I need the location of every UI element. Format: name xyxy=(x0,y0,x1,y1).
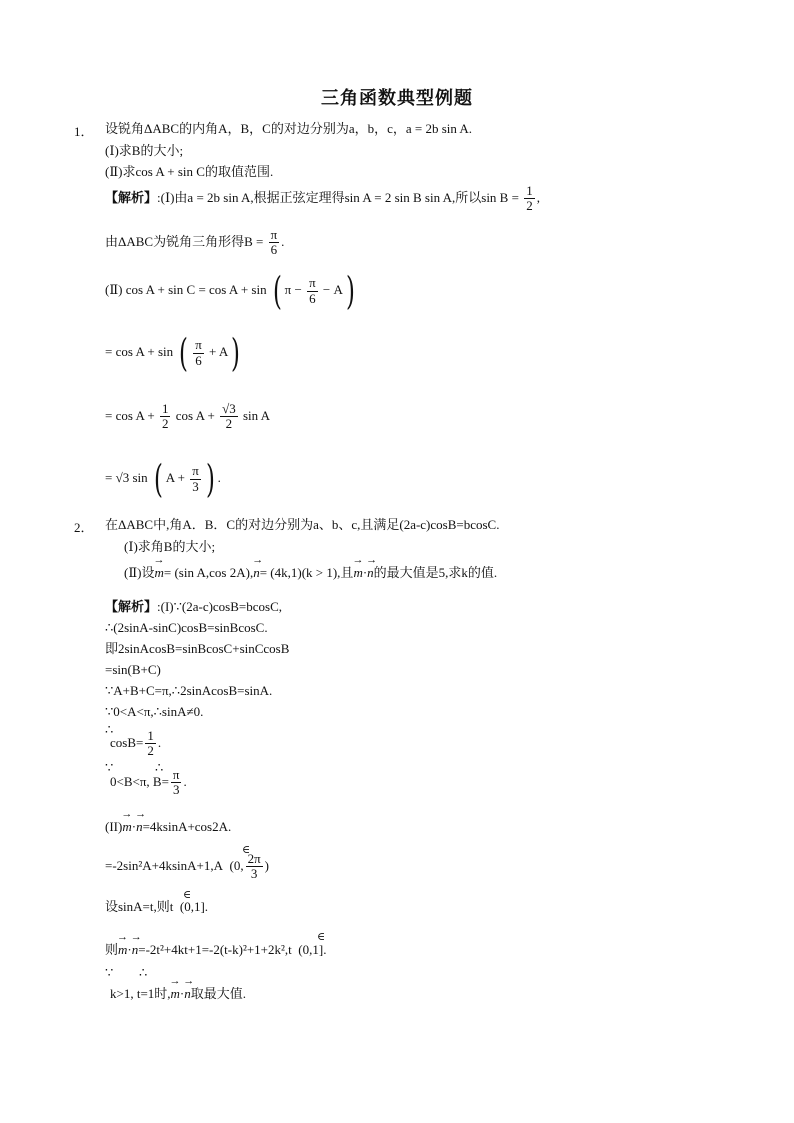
question-1-stem: 设锐角ΔABC的内角A，B，C的对边分别为a，b，c，a = 2b sin A. xyxy=(105,121,473,136)
question-2-part-2: (Ⅱ)设→ m= (sin A,cos 2A),→ n= (4k,1)(k > 1),且→ m·→ n的最大值是5,求k的值. xyxy=(124,565,497,581)
element-of-symbol: ∈ xyxy=(317,931,326,943)
therefore-symbol: ∴ xyxy=(155,760,164,775)
therefore-symbol: ∴ xyxy=(105,722,114,737)
q2-analysis-line-12: 则→ m·→ n=-2t²+4kt+1=-2(t-k)²+1+2k²,t (0,1]. xyxy=(105,942,326,958)
q2-analysis-line-11: 设sinA=t,则t (0,1]. xyxy=(105,899,209,914)
question-2-part-1: (Ⅰ)求角B的大小; xyxy=(124,539,216,554)
q2-analysis-line-10: =-2sin²A+4ksinA+1,A (0, $\frac{2\pi}{3}$ ) xyxy=(105,851,269,882)
element-of-symbol: ∈ xyxy=(183,889,192,901)
because-symbol: ∵ xyxy=(105,760,114,775)
fraction: $\frac{\pi}{6}$ xyxy=(270,227,278,258)
q1-step-3: = cos A + $\frac{1}{2}$ cos A + $\frac{√3}{2}$ sin A xyxy=(105,401,271,432)
fraction: $\frac{1}{2}$ xyxy=(526,183,533,214)
q1-step-4: = √3 sin ( A + $\frac{\pi}{3}$ ) . xyxy=(105,457,221,501)
page-title: 三角函数典型例题 xyxy=(321,88,473,109)
q2-analysis-line-7: cosB= $\frac{1}{2}$ . xyxy=(110,728,162,759)
q1-analysis-line-2: 由ΔABC为锐角三角形得B = $\frac{\pi}{6}$ . xyxy=(105,227,285,258)
therefore-symbol: ∴ xyxy=(139,965,148,980)
sqrt-3: √3 xyxy=(222,401,236,416)
question-1-number: 1． xyxy=(74,124,94,139)
q2-analysis-line-6: ∵0<A<π,∴sinA≠0. xyxy=(105,704,204,719)
question-1-part-1: (Ⅰ)求B的大小; xyxy=(105,143,184,158)
q1-step-1: (Ⅱ) cos A + sin C = cos A + sin ( π − $\frac{\pi}{6}$ − A) xyxy=(105,269,355,313)
question-1-part-2: (Ⅱ)求cos A + sin C的取值范围. xyxy=(105,164,274,179)
question-2-stem: 在ΔABC中,角A．B．C的对边分别为a、b、c,且满足(2a-c)cosB=bcosC. xyxy=(105,517,500,532)
q2-analysis-line-3: 即2sinAcosB=sinBcosC+sinCcosB xyxy=(105,641,290,656)
element-of-symbol: ∈ xyxy=(242,844,251,856)
q2-analysis-line-2: ∴(2sinA-sinC)cosB=sinBcosC. xyxy=(105,620,268,635)
analysis-tag: 【解析】 xyxy=(105,189,158,205)
q2-analysis-line-5: ∵A+B+C=π,∴2sinAcosB=sinA. xyxy=(105,683,273,698)
q1-step-2: = cos A + sin ( $\frac{\pi}{6}$ + A) xyxy=(105,331,241,375)
q2-analysis-line-9: (II)→ m·→ n=4ksinA+cos2A. xyxy=(105,819,231,835)
q2-analysis-line-13: k>1, t=1时,→ m·→ n取最大值. xyxy=(110,986,246,1002)
analysis-text: :(Ⅰ)由a = 2b sin A,根据正弦定理得sin A = 2 sin B sin A,所以sin B = xyxy=(157,189,519,205)
because-symbol: ∵ xyxy=(105,965,114,980)
q2-analysis-line-1: 【解析】:(I)∵(2a-c)cosB=bcosC, xyxy=(105,599,282,614)
question-2-number: 2． xyxy=(74,520,94,535)
q1-analysis-line-1: 【解析】:(Ⅰ)由a = 2b sin A,根据正弦定理得sin A = 2 sin B sin A,所以sin B = $\frac{1}{2}$ , xyxy=(105,183,540,214)
q2-analysis-line-8: 0<B<π, B= $\frac{\pi}{3}$ . xyxy=(110,767,187,798)
q2-analysis-line-4: =sin(B+C) xyxy=(105,662,161,677)
analysis-tag: 【解析】 xyxy=(105,599,158,614)
